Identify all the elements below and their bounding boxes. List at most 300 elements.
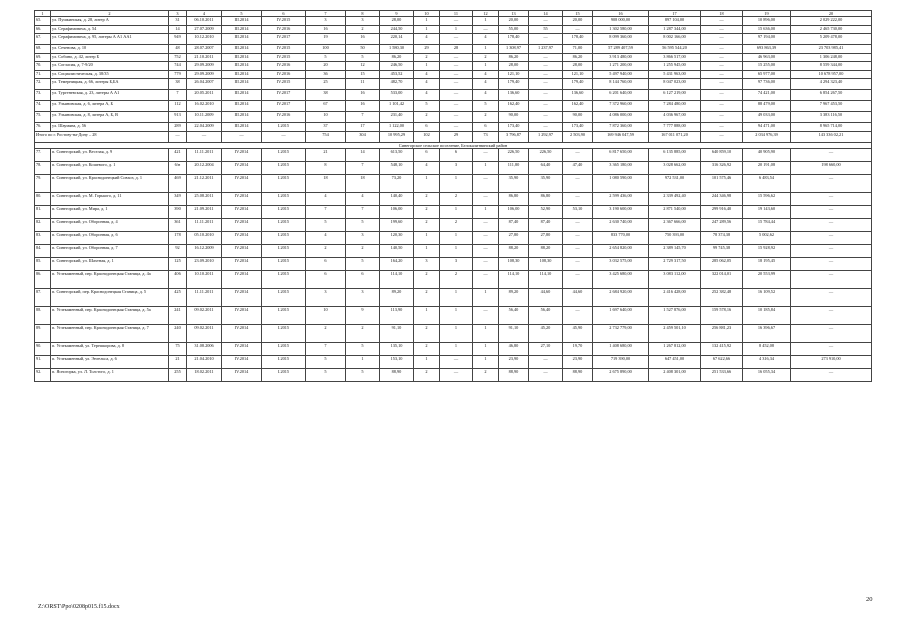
value-cell: 88,90 xyxy=(380,368,414,381)
value-cell: 3 425 680,00 xyxy=(593,270,649,288)
value-cell: 1 xyxy=(473,288,499,306)
column-number-cell: 15 xyxy=(563,11,593,17)
value-cell: 1 xyxy=(414,306,440,324)
value-cell: I.2015 xyxy=(262,324,306,342)
value-cell: III.2014 xyxy=(222,79,262,90)
value-cell: 72. xyxy=(35,79,51,90)
total-value-cell: 167 011 071,20 xyxy=(649,131,701,142)
value-cell: — xyxy=(529,90,563,101)
value-cell: 88 479,00 xyxy=(743,101,791,112)
value-cell: 533,00 xyxy=(380,90,414,101)
value-cell: 10.10.2011 xyxy=(187,270,222,288)
value-cell: 453,52 xyxy=(380,70,414,79)
value-cell: 15 596,62 xyxy=(743,192,791,205)
value-cell: 3 xyxy=(414,257,440,270)
value-cell: III.2014 xyxy=(222,25,262,34)
value-cell: 18 xyxy=(306,174,346,192)
column-number-cell: 17 xyxy=(649,11,701,17)
value-cell: IV.2015 xyxy=(262,45,306,54)
value-cell: — xyxy=(791,205,872,218)
value-cell: — xyxy=(473,25,499,34)
value-cell: 65. xyxy=(35,17,51,26)
value-cell: 246,50 xyxy=(380,62,414,71)
value-cell: 15 784,44 xyxy=(743,218,791,231)
value-cell: 3 866 517,00 xyxy=(649,53,701,62)
value-cell: 84. xyxy=(35,244,51,257)
value-cell: — xyxy=(440,34,473,45)
value-cell: 2 599 436,00 xyxy=(593,192,649,205)
value-cell: 71,00 xyxy=(563,45,593,54)
value-cell: 90. xyxy=(35,342,51,355)
value-cell: IV.2014 xyxy=(222,355,262,368)
value-cell: 2 xyxy=(473,112,499,123)
value-cell: 159 578,16 xyxy=(701,306,743,324)
value-cell: IV.2014 xyxy=(222,192,262,205)
value-cell: 179,40 xyxy=(499,79,529,90)
value-cell: 49 033,00 xyxy=(743,112,791,123)
value-cell: 22.04.2009 xyxy=(187,123,222,132)
value-cell: 106,00 xyxy=(380,205,414,218)
value-cell: 19 143,60 xyxy=(743,205,791,218)
value-cell: 12 xyxy=(346,62,380,71)
address-cell: п. Синегорский, ул. Оборонная, д. 4 xyxy=(51,218,169,231)
value-cell: 6 201 640,00 xyxy=(593,90,649,101)
value-cell: IV.2014 xyxy=(222,174,262,192)
value-cell: 6 854 267,50 xyxy=(791,90,872,101)
value-cell: 7 872 360,00 xyxy=(593,123,649,132)
value-cell: 27,80 xyxy=(499,231,529,244)
value-cell: — xyxy=(701,45,743,54)
value-cell: 2 xyxy=(414,270,440,288)
value-cell: — xyxy=(791,257,872,270)
value-cell: 2 xyxy=(414,218,440,231)
table-row xyxy=(35,79,872,90)
value-cell: — xyxy=(563,244,593,257)
value-cell: — xyxy=(440,17,473,26)
value-cell: 88,90 xyxy=(499,368,529,381)
value-cell: 21.10.2011 xyxy=(187,53,222,62)
value-cell: 23.09.2010 xyxy=(187,257,222,270)
value-cell: 73,20 xyxy=(380,174,414,192)
total-value-cell: 2 503,90 xyxy=(563,131,593,142)
value-cell: 6 xyxy=(440,148,473,161)
value-cell: 15 xyxy=(346,70,380,79)
total-value-cell: 754 xyxy=(306,131,346,142)
total-value-cell: — xyxy=(169,131,187,142)
value-cell: IV.2014 xyxy=(222,205,262,218)
column-number-cell: 5 xyxy=(222,11,262,17)
value-cell: 4 xyxy=(414,34,440,45)
total-value-cell: 29 xyxy=(440,131,473,142)
address-cell: ул. Сеченова, д. 10 xyxy=(51,45,169,54)
value-cell: 14 xyxy=(346,148,380,161)
value-cell: 1 408 680,00 xyxy=(593,342,649,355)
value-cell: 1 101,42 xyxy=(380,101,414,112)
value-cell: 1 xyxy=(473,324,499,342)
table-row xyxy=(35,244,872,257)
value-cell: 316 326,92 xyxy=(701,161,743,174)
value-cell: I.2015 xyxy=(262,288,306,306)
value-cell: — xyxy=(529,34,563,45)
value-cell: I.2015 xyxy=(262,270,306,288)
table-row xyxy=(35,218,872,231)
value-cell: 3 xyxy=(440,257,473,270)
value-cell: 136,60 xyxy=(563,90,593,101)
value-cell: IV.2014 xyxy=(222,161,262,174)
value-cell: 23 703 985,41 xyxy=(791,45,872,54)
value-cell: 613,50 xyxy=(380,148,414,161)
value-cell: 16.02.2010 xyxy=(187,101,222,112)
value-cell: 4 xyxy=(473,70,499,79)
value-cell: 1 xyxy=(440,324,473,342)
value-cell: 5 xyxy=(306,53,346,62)
value-cell: 179,40 xyxy=(563,79,593,90)
value-cell: 21.04.2010 xyxy=(187,355,222,368)
value-cell: 1 xyxy=(440,205,473,218)
value-cell: 78 374,38 xyxy=(701,231,743,244)
value-cell: 6/н xyxy=(169,161,187,174)
value-cell: 241 xyxy=(169,306,187,324)
value-cell: — xyxy=(563,306,593,324)
value-cell: 4 036 967,00 xyxy=(649,112,701,123)
value-cell: III.2014 xyxy=(222,70,262,79)
value-cell: 2 xyxy=(414,368,440,381)
table-row xyxy=(35,70,872,79)
value-cell: 100 xyxy=(306,45,346,54)
value-cell: 3 028 662,00 xyxy=(649,161,701,174)
value-cell: IV.2016 xyxy=(262,112,306,123)
value-cell: 29.09.2009 xyxy=(187,62,222,71)
value-cell: IV.2016 xyxy=(262,25,306,34)
address-cell: п. Синегорский, ул. Шахтная, д. 1 xyxy=(51,257,169,270)
value-cell: III.2014 xyxy=(222,45,262,54)
value-cell: 178,40 xyxy=(563,34,593,45)
value-cell: — xyxy=(529,17,563,26)
value-cell: 52,90 xyxy=(529,205,563,218)
value-cell: 6 xyxy=(414,123,440,132)
value-cell: 2 xyxy=(414,53,440,62)
address-cell: ул. Социалистическая, д. 38/35 xyxy=(51,70,169,79)
value-cell: 4 xyxy=(414,79,440,90)
total-value-cell: — xyxy=(222,131,262,142)
value-cell: 6 817 650,00 xyxy=(593,148,649,161)
table-row xyxy=(35,342,872,355)
value-cell: III.2014 xyxy=(222,62,262,71)
value-cell: — xyxy=(701,123,743,132)
value-cell: III.2014 xyxy=(222,34,262,45)
value-cell: 1 580,30 xyxy=(380,45,414,54)
value-cell: 322 014,01 xyxy=(701,270,743,288)
value-cell: 1 697 640,00 xyxy=(593,306,649,324)
value-cell: 173,40 xyxy=(499,123,529,132)
table-row xyxy=(35,148,872,161)
value-cell: 88. xyxy=(35,306,51,324)
value-cell: 3 xyxy=(306,288,346,306)
column-number-cell: 19 xyxy=(743,11,791,17)
value-cell: 1 xyxy=(473,161,499,174)
value-cell: 06.10.2011 xyxy=(187,17,222,26)
value-cell: — xyxy=(563,25,593,34)
value-cell: 1 302 580,00 xyxy=(593,25,649,34)
column-number-cell: 12 xyxy=(473,11,499,17)
value-cell: 1 xyxy=(473,45,499,54)
value-cell: 74. xyxy=(35,101,51,112)
value-cell: — xyxy=(440,368,473,381)
address-cell: ул. Тургеневская, д. 23, литеры А А1 xyxy=(51,90,169,101)
value-cell: 972 531,00 xyxy=(649,174,701,192)
value-cell: IV.2014 xyxy=(222,148,262,161)
value-cell: — xyxy=(529,70,563,79)
value-cell: 91,10 xyxy=(380,324,414,342)
value-cell: III.2014 xyxy=(222,17,262,26)
value-cell: 69. xyxy=(35,53,51,62)
value-cell: 244 346,98 xyxy=(701,192,743,205)
value-cell: 7 xyxy=(306,342,346,355)
column-number-cell: 13 xyxy=(499,11,529,17)
value-cell: — xyxy=(701,17,743,26)
value-cell: 18 195,45 xyxy=(743,257,791,270)
address-cell: п. Углекаменный, ул. Энгельса, д. 6 xyxy=(51,355,169,368)
value-cell: 86,80 xyxy=(499,192,529,205)
value-cell: 2 029 222,00 xyxy=(791,17,872,26)
value-cell: 7 xyxy=(346,205,380,218)
value-cell: — xyxy=(701,101,743,112)
value-cell: — xyxy=(440,79,473,90)
value-cell: 38 xyxy=(306,90,346,101)
value-cell: — xyxy=(701,112,743,123)
value-cell: 7 xyxy=(306,205,346,218)
table-row xyxy=(35,257,872,270)
value-cell: 15 636,00 xyxy=(743,25,791,34)
value-cell: 1 xyxy=(440,244,473,257)
value-cell: I.2015 xyxy=(262,342,306,355)
value-cell: 1 271 200,00 xyxy=(593,62,649,71)
value-cell: 8 965 714,00 xyxy=(791,123,872,132)
value-cell: 349 xyxy=(169,192,187,205)
value-cell: 21 xyxy=(169,355,187,368)
address-cell: п. Синегорский, пер. Краснодонецкая Станица, д. 5 xyxy=(51,288,169,306)
table-row xyxy=(35,53,872,62)
value-cell: 20 553,99 xyxy=(743,270,791,288)
value-cell: IV.2014 xyxy=(222,306,262,324)
value-cell: 752 xyxy=(169,53,187,62)
total-value-cell: 3 796,87 xyxy=(499,131,529,142)
value-cell: I.2015 xyxy=(262,244,306,257)
value-cell: 7 xyxy=(169,90,187,101)
value-cell: 85. xyxy=(35,257,51,270)
value-cell: 35,90 xyxy=(529,174,563,192)
value-cell: I.2015 xyxy=(262,355,306,368)
value-cell: 68. xyxy=(35,45,51,54)
address-cell: ул. Темерницкая, д. 66, литеры Б,БА xyxy=(51,79,169,90)
value-cell: 16 xyxy=(306,25,346,34)
table-row xyxy=(35,288,872,306)
table-row xyxy=(35,270,872,288)
value-cell: — xyxy=(473,218,499,231)
value-cell: 40 905,90 xyxy=(743,148,791,161)
value-cell: 744 xyxy=(169,62,187,71)
value-cell: 2 630 740,00 xyxy=(593,218,649,231)
value-cell: 4 086 000,00 xyxy=(593,112,649,123)
value-cell: 94 471,00 xyxy=(743,123,791,132)
value-cell: 273 910,00 xyxy=(791,355,872,368)
value-cell: 23,90 xyxy=(563,355,593,368)
value-cell: I.2015 xyxy=(262,231,306,244)
value-cell: — xyxy=(701,25,743,34)
value-cell: 15 928,92 xyxy=(743,244,791,257)
table-row xyxy=(35,192,872,205)
value-cell: 4 xyxy=(473,90,499,101)
value-cell: 89. xyxy=(35,324,51,342)
value-cell: 1 xyxy=(440,25,473,34)
value-cell: 299 916,40 xyxy=(701,205,743,218)
page-number: 20 xyxy=(866,596,873,603)
value-cell: 173,40 xyxy=(563,123,593,132)
value-cell: 7 967 453,50 xyxy=(791,101,872,112)
column-number-cell: 20 xyxy=(791,11,872,17)
value-cell: 6 xyxy=(306,270,346,288)
value-cell: 2 xyxy=(346,244,380,257)
value-cell: I.2015 xyxy=(262,192,306,205)
value-cell: — xyxy=(440,90,473,101)
value-cell: 5 xyxy=(306,218,346,231)
value-cell: 65 977,00 xyxy=(743,70,791,79)
value-cell: 5 xyxy=(346,218,380,231)
value-cell: 4 xyxy=(414,70,440,79)
value-cell: 70. xyxy=(35,62,51,71)
value-cell: 3 365 180,00 xyxy=(593,161,649,174)
column-number-cell: 4 xyxy=(187,11,222,17)
table-row xyxy=(35,101,872,112)
value-cell: 26.04.2007 xyxy=(187,79,222,90)
value-cell: 86,80 xyxy=(529,192,563,205)
value-cell: 53,10 xyxy=(563,205,593,218)
data-table xyxy=(34,10,872,382)
value-cell: 1 xyxy=(473,62,499,71)
table-row xyxy=(35,17,872,26)
value-cell: 2 339 492,40 xyxy=(649,192,701,205)
value-cell: 2 729 317,50 xyxy=(649,257,701,270)
value-cell: 140,50 xyxy=(380,244,414,257)
address-cell: ул. Шаумяна, д. 56 xyxy=(51,123,169,132)
value-cell: 1 080 590,00 xyxy=(593,174,649,192)
value-cell: 89,20 xyxy=(499,288,529,306)
column-number-cell: 14 xyxy=(529,11,563,17)
value-cell: 4 xyxy=(346,192,380,205)
value-cell: 6 xyxy=(473,123,499,132)
total-row xyxy=(35,131,872,142)
value-cell: 56,40 xyxy=(529,306,563,324)
value-cell: 5 xyxy=(346,368,380,381)
value-cell: 1 xyxy=(414,231,440,244)
value-cell: 67. xyxy=(35,34,51,45)
address-cell: п. Синегорский, ул. Мира, д. 1 xyxy=(51,205,169,218)
value-cell: 2 xyxy=(440,218,473,231)
value-cell: 27,80 xyxy=(529,231,563,244)
value-cell: 1 xyxy=(414,355,440,368)
value-cell: 87,40 xyxy=(529,218,563,231)
value-cell: 5 002,62 xyxy=(743,231,791,244)
value-cell: 90,00 xyxy=(563,112,593,123)
value-cell: 29 xyxy=(414,45,440,54)
address-cell: п. Ясногорка, ул. Л. Толстого, д. 1 xyxy=(51,368,169,381)
value-cell: — xyxy=(440,123,473,132)
value-cell: 14 xyxy=(169,25,187,34)
value-cell: 6 xyxy=(414,148,440,161)
value-cell: IV.2014 xyxy=(222,257,262,270)
value-cell: 2 xyxy=(440,192,473,205)
value-cell: — xyxy=(791,218,872,231)
value-cell: IV.2017 xyxy=(262,101,306,112)
value-cell: 1 xyxy=(473,205,499,218)
value-cell: 2 684 920,00 xyxy=(593,288,649,306)
value-cell: 101 575,46 xyxy=(701,174,743,192)
value-cell: 256 881,23 xyxy=(701,324,743,342)
value-cell: 09.02.2011 xyxy=(187,324,222,342)
value-cell: 1 122,00 xyxy=(380,123,414,132)
column-number-cell: 18 xyxy=(701,11,743,17)
value-cell: 20,00 xyxy=(563,17,593,26)
value-cell: — xyxy=(563,192,593,205)
value-cell: IV.2017 xyxy=(262,90,306,101)
value-cell: 20 xyxy=(306,62,346,71)
value-cell: — xyxy=(701,79,743,90)
value-cell: 2 367 666,00 xyxy=(649,218,701,231)
value-cell: — xyxy=(791,192,872,205)
value-cell: 1 xyxy=(414,244,440,257)
value-cell: 21.09.2011 xyxy=(187,205,222,218)
value-cell: — xyxy=(563,148,593,161)
table-row xyxy=(35,231,872,244)
value-cell: — xyxy=(473,148,499,161)
value-cell: — xyxy=(791,288,872,306)
address-cell: ул. Пушкинская, д. 28, литер А xyxy=(51,17,169,26)
value-cell: — xyxy=(440,70,473,79)
value-cell: 482,70 xyxy=(380,79,414,90)
address-cell: ул. Серафимовича, д. 54 xyxy=(51,25,169,34)
value-cell: 25 xyxy=(306,79,346,90)
value-cell: 1 xyxy=(346,355,380,368)
value-cell: IV.2014 xyxy=(222,218,262,231)
value-cell: 5 xyxy=(346,342,380,355)
value-cell: 178 xyxy=(169,231,187,244)
table-row xyxy=(35,62,872,71)
value-cell: 09.02.2011 xyxy=(187,306,222,324)
value-cell: — xyxy=(473,174,499,192)
value-cell: 20.12.2004 xyxy=(187,161,222,174)
value-cell: 47,40 xyxy=(563,161,593,174)
value-cell: 86,20 xyxy=(499,53,529,62)
value-cell: 6 135 885,00 xyxy=(649,148,701,161)
address-cell: ул. Ульяновская, д. 6, литера А, Б xyxy=(51,101,169,112)
value-cell: — xyxy=(563,231,593,244)
column-number-cell: 8 xyxy=(346,11,380,17)
value-cell: — xyxy=(791,306,872,324)
value-cell: 28,00 xyxy=(563,62,593,71)
value-cell: 5 xyxy=(473,101,499,112)
value-cell: — xyxy=(473,257,499,270)
value-cell: 76. xyxy=(35,123,51,132)
value-cell: 2 459 501,10 xyxy=(649,324,701,342)
value-cell: 3 032 575,00 xyxy=(593,257,649,270)
value-cell: — xyxy=(791,324,872,342)
value-cell: 46,80 xyxy=(499,342,529,355)
value-cell: 2 xyxy=(346,25,380,34)
value-cell: 6 483,54 xyxy=(743,174,791,192)
value-cell: 19 xyxy=(306,34,346,45)
value-cell: — xyxy=(791,342,872,355)
value-cell: III.2014 xyxy=(222,53,262,62)
